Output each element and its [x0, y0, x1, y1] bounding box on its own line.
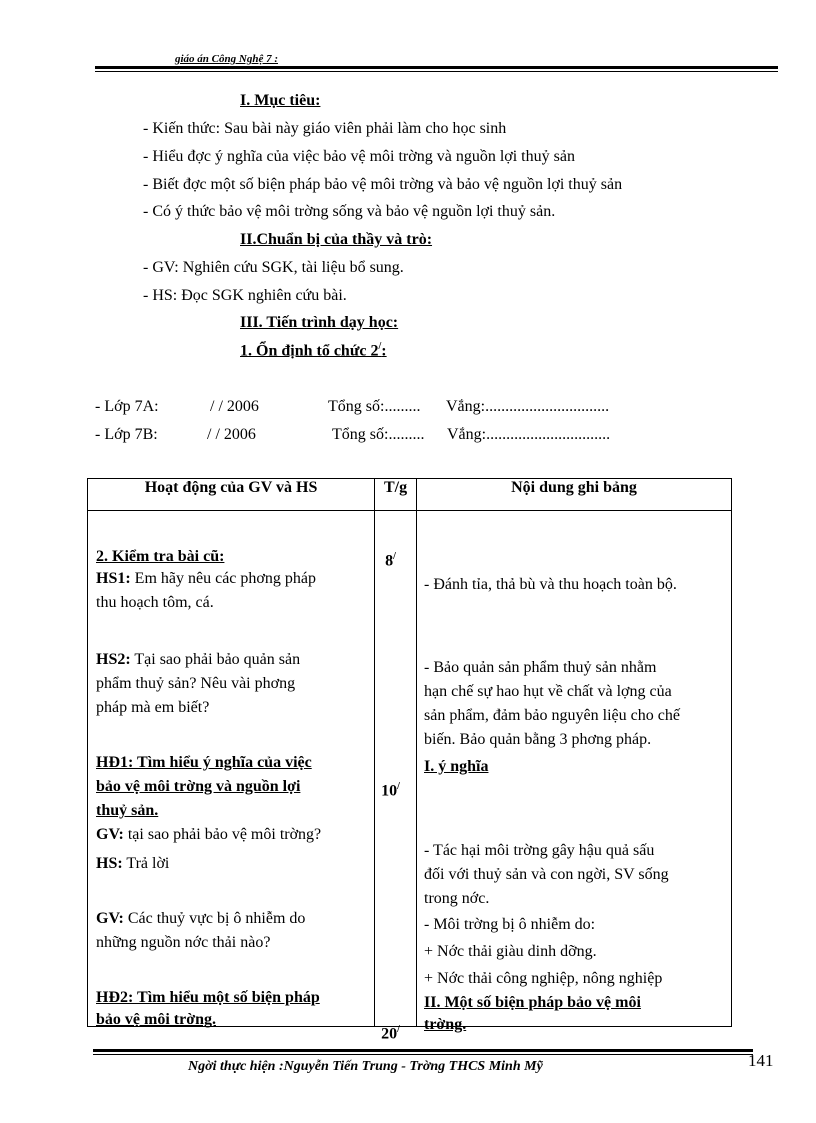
prep-item: - GV: Nghiên cứu SGK, tài liệu bổ sung.: [143, 259, 404, 276]
class-date: / / 2006: [207, 426, 256, 443]
footer-rule: [93, 1049, 753, 1052]
class-total: Tổng số:.........: [332, 426, 425, 443]
answer-text: - Đánh tỉa, thả bù và thu hoạch toàn bộ.: [424, 576, 677, 593]
class-label: - Lớp 7A:: [95, 398, 159, 415]
objective-item: - Có ý thức bảo vệ môi trờng sống và bảo vệ nguồn lợi thuỷ sản.: [143, 203, 556, 220]
lesson-table: [87, 478, 732, 1043]
objective-item: - Biết đợc một số biện pháp bảo vệ môi trờng và bảo vệ nguồn lợi thuỷ sản: [143, 176, 623, 193]
content-text: đối với thuỷ sản và con ngời, SV sống: [424, 866, 669, 883]
content-cell: [417, 511, 732, 1033]
class-absent: Vắng:...............................: [446, 398, 610, 415]
content-text: + Nớc thải công nghiệp, nông nghiệp: [424, 970, 663, 987]
hd1-heading-cont: bảo vệ môi trờng và nguồn lợi: [96, 778, 301, 795]
answer-text: sản phẩm, đảm bảo nguyên liệu cho chế: [424, 707, 680, 724]
hd1-heading-cont: thuỷ sản.: [96, 802, 159, 819]
column-header-activities: Hoạt động của GV và HS: [88, 479, 375, 511]
class-date: / / 2006: [210, 398, 259, 415]
column-header-time: T/g: [375, 479, 417, 511]
objective-item: - Hiểu đợc ý nghĩa của việc bảo vệ môi trờng và nguồn lợi thuỷ sản: [143, 148, 575, 165]
hd2-heading-cont: bảo vệ môi trờng.: [96, 1011, 216, 1028]
prep-item: - HS: Đọc SGK nghiên cứu bài.: [143, 287, 347, 304]
hd1-heading: HĐ1: Tìm hiểu ý nghĩa của việc: [96, 754, 312, 771]
content-text: - Tác hại môi trờng gây hậu quả sấu: [424, 842, 655, 859]
section3-subheading: 1. Ổn định tổ chức 2/:: [240, 341, 387, 360]
hs-answer: HS: Trả lời: [96, 855, 170, 872]
content-section-heading: I. ý nghĩa: [424, 758, 489, 775]
time-cell: [375, 511, 417, 1043]
hs2-question-cont: pháp mà em biết?: [96, 699, 210, 716]
answer-text: - Bảo quản sản phẩm thuỷ sản nhằm: [424, 659, 657, 676]
answer-text: hạn chế sự hao hụt về chất và lợng của: [424, 683, 672, 700]
class-total: Tổng số:.........: [328, 398, 421, 415]
class-absent: Vắng:...............................: [447, 426, 611, 443]
gv-question-cont: những nguồn nớc thải nào?: [96, 934, 271, 951]
page-number: 141: [748, 1051, 774, 1070]
content-section-heading-cont: trờng.: [424, 1016, 467, 1033]
header-title: giáo án Công Nghệ 7 :: [175, 53, 278, 65]
review-heading: 2. Kiểm tra bài cũ:: [96, 548, 225, 565]
content-text: + Nớc thải giàu dinh dỡng.: [424, 943, 597, 960]
footer-rule-thin: [93, 1054, 753, 1055]
gv-question: GV: tại sao phải bảo vệ môi trờng?: [96, 826, 322, 843]
gv-question: GV: Các thuỷ vực bị ô nhiễm do: [96, 910, 306, 927]
time-value: 8/: [385, 551, 396, 570]
objective-item: - Kiến thức: Sau bài này giáo viên phải làm cho học sinh: [143, 120, 507, 137]
activities-cell: [88, 511, 375, 1027]
header-rule: [95, 66, 778, 69]
hs2-question: HS2: Tại sao phải bảo quản sản: [96, 651, 301, 668]
section2-heading: II.Chuẩn bị của thầy và trò:: [240, 231, 433, 248]
content-text: - Môi trờng bị ô nhiễm do:: [424, 916, 596, 933]
class-label: - Lớp 7B:: [95, 426, 158, 443]
footer-author: Ngời thực hiện :Nguyễn Tiến Trung - Trờng THCS Minh Mỹ: [188, 1059, 543, 1074]
hd2-heading: HĐ2: Tìm hiểu một số biện pháp: [96, 989, 320, 1006]
time-value: 20/: [381, 1024, 400, 1043]
header-rule-thin: [95, 71, 778, 72]
time-value: 10/: [381, 781, 400, 800]
section1-heading: I. Mục tiêu:: [240, 92, 321, 109]
answer-text: biến. Bảo quản bằng 3 phơng pháp.: [424, 731, 652, 748]
content-text: trong nớc.: [424, 890, 490, 907]
hs1-question: HS1: Em hãy nêu các phơng pháp: [96, 570, 316, 587]
content-section-heading: II. Một số biện pháp bảo vệ môi: [424, 994, 641, 1011]
hs2-question-cont: phẩm thuỷ sản? Nêu vài phơng: [96, 675, 296, 692]
column-header-content: Nội dung ghi bảng: [417, 479, 732, 511]
hs1-question-cont: thu hoạch tôm, cá.: [96, 594, 214, 611]
section3-heading: III. Tiến trình dạy học:: [240, 314, 399, 331]
